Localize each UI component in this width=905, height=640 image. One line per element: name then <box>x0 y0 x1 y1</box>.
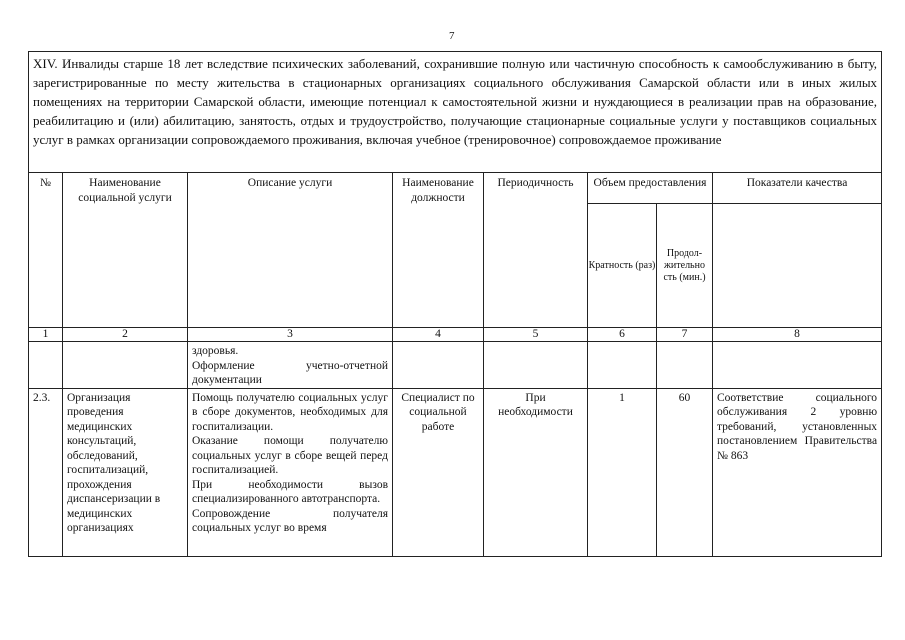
column-number: 4 <box>393 328 484 342</box>
section-title: XIV. Инвалиды старше 18 лет вследствие психических заболеваний, сохранившие полную или частичную способность к самообслуживанию в быту, зарегистрированные по месту жительства в стационарных организациях социального обслуживания Самарской области или в иных жилых помещениях на территории Самарской области, имеющие потенциал к самостоятельной жизни и нуждающиеся в реализации прав на образование, реабилитацию и (или) абилитацию, занятость, отдых и трудоустройство, получающие стационарные социальные услуги у поставщиков социальных услуг в рамках организации сопровождаемого проживания, включая учебное (тренировочное) сопровождаемое проживание <box>29 52 882 173</box>
header-periodicity: Периодичность <box>484 173 588 328</box>
row-number: 2.3. <box>29 388 63 556</box>
row-periodicity: При необходимости <box>484 388 588 556</box>
description-paragraph: При необходимости вызов специализированного автотранспорта. <box>192 478 388 505</box>
row-multiplicity: 1 <box>588 388 657 556</box>
continuation-line: здоровья. <box>192 345 239 357</box>
header-multiplicity: Кратность (раз) <box>588 204 657 328</box>
empty-cell <box>484 342 588 389</box>
row-service-name: Организация проведения медицинских консультаций, обследований, госпитализаций, прохождения диспансеризации в медицинских организациях <box>63 388 188 556</box>
column-number: 8 <box>713 328 882 342</box>
column-number: 5 <box>484 328 588 342</box>
header-quality: Показатели качества <box>713 173 882 204</box>
header-volume: Объем предоставления <box>588 173 713 204</box>
empty-cell <box>657 342 713 389</box>
column-number: 3 <box>188 328 393 342</box>
column-number: 7 <box>657 328 713 342</box>
header-description: Описание услуги <box>188 173 393 328</box>
header-duration-text: Продол-жительность (мин.) <box>663 247 706 283</box>
header-position: Наименование должности <box>393 173 484 328</box>
continuation-row <box>29 342 882 389</box>
column-number-row <box>29 328 882 342</box>
empty-cell <box>393 342 484 389</box>
page-number: 7 <box>449 30 455 42</box>
header-service-name: Наименование социальной услуги <box>63 173 188 328</box>
row-position: Специалист по социальной работе <box>393 388 484 556</box>
empty-cell <box>588 342 657 389</box>
services-table <box>28 51 882 557</box>
continuation-description <box>188 342 393 389</box>
description-paragraph: Помощь получателю социальных услуг в сборе документов, необходимых для госпитализации. <box>192 391 388 433</box>
header-quality-empty <box>713 204 882 328</box>
row-quality: Соответствие социального обслуживания 2 уровню требований, установленных постановлением Правительства № 863 <box>713 388 882 556</box>
empty-cell <box>29 342 63 389</box>
header-number: № <box>29 173 63 328</box>
row-duration: 60 <box>657 388 713 556</box>
row-description <box>188 388 393 556</box>
column-number: 2 <box>63 328 188 342</box>
column-number: 6 <box>588 328 657 342</box>
empty-cell <box>63 342 188 389</box>
header-duration <box>657 204 713 328</box>
column-number: 1 <box>29 328 63 342</box>
table-row <box>29 388 882 556</box>
description-paragraph: Оказание помощи получателю социальных услуг в сборе вещей перед госпитализацией. <box>192 435 388 476</box>
continuation-line: Оформление учетно-отчетной документации <box>192 359 388 386</box>
description-paragraph: Сопровождение получателя социальных услуг во время <box>192 507 388 534</box>
empty-cell <box>713 342 882 389</box>
